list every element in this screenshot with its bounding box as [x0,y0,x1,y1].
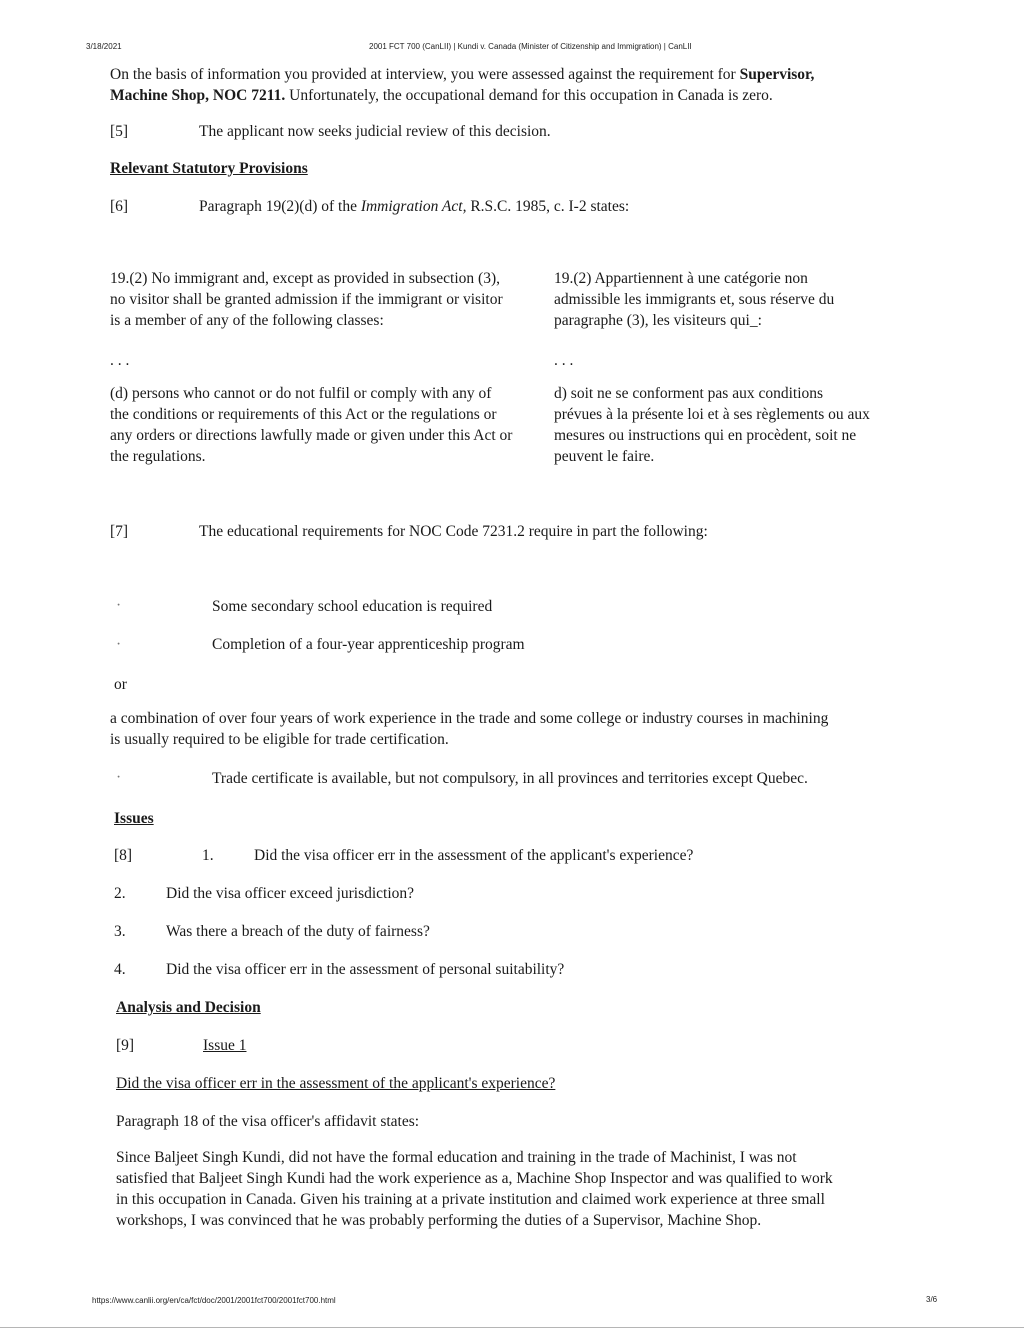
para-8-number: [8] [114,847,133,864]
statute-french [554,268,954,331]
para-6-pre: Paragraph 19(2)(d) of the [199,198,361,215]
quote-line: in this occupation in Canada. Given his training at a private institution and claimed work experience at three small [116,1191,825,1208]
quote-line: workshops, I was convinced that he was probably performing the duties of a Supervisor, Machine Shop. [116,1212,762,1229]
intro-noc: Machine Shop, NOC 7211. [110,87,286,104]
bullet-mark: · [116,597,122,614]
affidavit-intro: Paragraph 18 of the visa officer's affidavit states: [116,1113,420,1130]
statute-fr-d-line: mesures ou instructions qui en procèdent, soit ne [554,427,857,444]
statute-fr-d-line: prévues à la présente loi et à ses règlements ou aux [554,406,870,423]
issue-1-question: Did the visa officer err in the assessment of the applicant's experience? [116,1075,556,1092]
statute-en-line: 19.(2) No immigrant and, except as provided in subsection (3), [110,270,500,287]
para-7-number: [7] [110,523,129,540]
heading-issues: Issues [114,810,154,827]
page-bottom-divider [0,1327,1024,1328]
para-6-post: R.S.C. 1985, c. I-2 states: [466,198,630,215]
statute-en-line: no visitor shall be granted admission if the immigrant or visitor [110,291,503,308]
issue-4-number: 4. [114,961,126,978]
para-9-number: [9] [116,1037,135,1054]
issue-2-text: Did the visa officer exceed jurisdiction? [166,885,415,902]
statute-ellipsis-en: . . . [110,352,130,369]
page-number: 3/6 [926,1295,938,1304]
statute-en-d-line: the regulations. [110,448,206,465]
bullet-mark: · [116,769,122,786]
issue-1-text: Did the visa officer err in the assessment of the applicant's experience? [254,847,694,864]
para-6-text [199,196,629,217]
intro-rest: Unfortunately, the occupational demand for this occupation in Canada is zero. [285,87,773,104]
print-date: 3/18/2021 [86,42,122,51]
footer-url: https://www.canlii.org/en/ca/fct/doc/2001/2001fct700/2001fct700.html [92,1296,336,1305]
statute-en-d-line: (d) persons who cannot or do not fulfil or comply with any of [110,385,492,402]
affidavit-quote [116,1147,906,1231]
statute-fr-d-line: d) soit ne se conforment pas aux conditions [554,385,824,402]
statute-en-d-line: any orders or directions lawfully made or given under this Act or [110,427,513,444]
statute-english [110,268,550,331]
bullet-item-1: Some secondary school education is required [212,598,493,615]
bullet-item-2: Completion of a four-year apprenticeship program [212,636,525,653]
statute-fr-line: 19.(2) Appartiennent à une catégorie non [554,270,808,287]
statute-fr-line: paragraphe (3), les visiteurs qui_: [554,312,762,329]
para-7-text: The educational requirements for NOC Code 7231.2 require in part the following: [199,523,708,540]
para-6-number: [6] [110,198,129,215]
intro-line-1 [110,64,930,85]
statute-french-d [554,383,974,467]
heading-statutory-provisions: Relevant Statutory Provisions [110,160,308,177]
statute-en-d-line: the conditions or requirements of this Act or the regulations or [110,406,497,423]
intro-line-2 [110,85,930,106]
combo-line-1: a combination of over four years of work experience in the trade and some college or industry courses in machining [110,710,829,727]
statute-fr-line: admissible les immigrants et, sous réserve du [554,291,835,308]
issue-3-number: 3. [114,923,126,940]
heading-analysis-decision: Analysis and Decision [116,999,261,1016]
statute-fr-d-line: peuvent le faire. [554,448,655,465]
act-name: Immigration Act, [360,198,467,215]
intro-text: On the basis of information you provided at interview, you were assessed against the requirement for [110,66,740,83]
statute-ellipsis-fr: . . . [554,352,574,369]
combo-line-2: is usually required to be eligible for trade certification. [110,731,449,748]
page-header-title: 2001 FCT 700 (CanLII) | Kundi v. Canada (Minister of Citizenship and Immigration) | CanLII [369,42,692,51]
issue-1-number: 1. [202,847,214,864]
quote-line: Since Baljeet Singh Kundi, did not have the formal education and training in the trade of Machinist, I was not [116,1149,797,1166]
quote-line: satisfied that Baljeet Singh Kundi had the work experience as a, Machine Shop Inspector and was qualified to work [116,1170,833,1187]
statute-en-line: is a member of any of the following classes: [110,312,384,329]
bullet-mark: · [116,636,122,653]
para-5-number: [5] [110,123,129,140]
para-5-text: The applicant now seeks judicial review of this decision. [199,123,551,140]
bullet-item-3: Trade certificate is available, but not compulsory, in all provinces and territories except Quebec. [212,770,808,787]
issue-3-text: Was there a breach of the duty of fairness? [166,923,430,940]
issue-1-heading: Issue 1 [203,1037,247,1054]
or-text: or [114,676,127,693]
issue-2-number: 2. [114,885,126,902]
intro-bold: Supervisor, [739,66,815,83]
issue-4-text: Did the visa officer err in the assessment of personal suitability? [166,961,565,978]
statute-english-d [110,383,555,467]
